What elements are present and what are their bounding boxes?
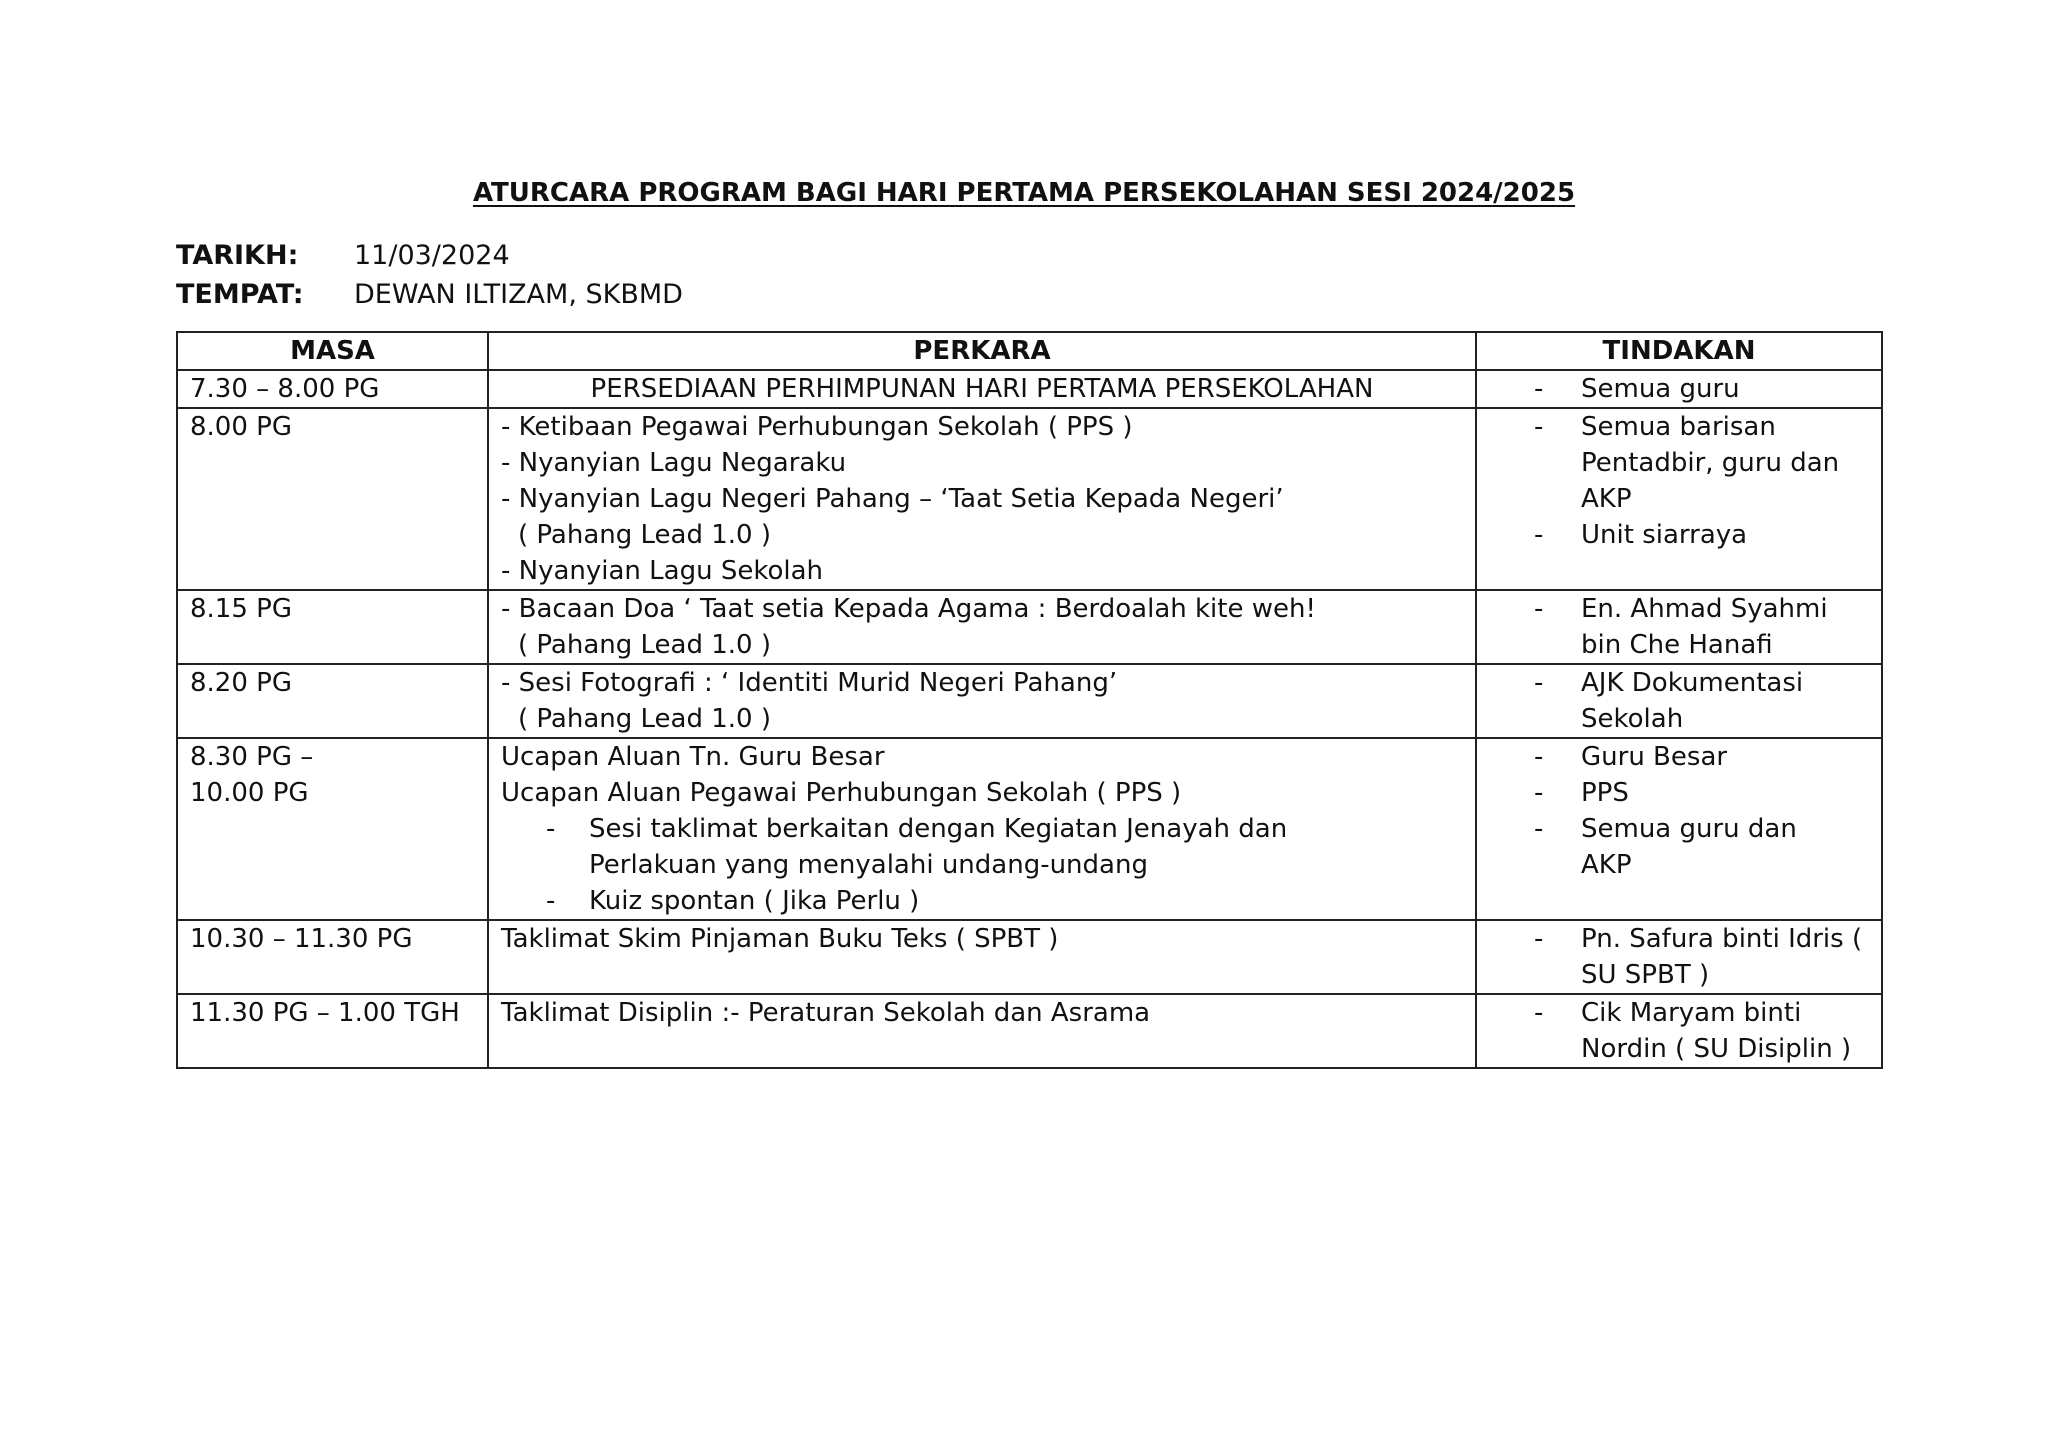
table-header-row: [177, 332, 1882, 370]
header-tindakan: TINDAKAN: [1476, 332, 1882, 370]
perkara-cell: [488, 994, 1476, 1068]
perkara-text: - Sesi Fotografi : ‘ Identiti Murid Negeri Pahang’: [501, 668, 1118, 698]
perkara-text: ( Pahang Lead 1.0 ): [518, 630, 771, 660]
perkara-text: - Nyanyian Lagu Sekolah: [501, 556, 824, 586]
dash-marker: -: [1534, 742, 1544, 772]
perkara-text: - Nyanyian Lagu Negaraku: [501, 448, 847, 478]
perkara-bullet: [501, 811, 1463, 883]
masa-text: 8.15 PG: [190, 594, 292, 624]
masa-text: 8.30 PG –: [190, 742, 314, 772]
tindakan-text: Unit siarraya: [1581, 520, 1748, 550]
header-masa: MASA: [177, 332, 488, 370]
perkara-cell: [488, 664, 1476, 738]
tarikh-value: 11/03/2024: [354, 240, 510, 271]
masa-cell: [177, 590, 488, 664]
perkara-text: - Ketibaan Pegawai Perhubungan Sekolah ( PPS ): [501, 412, 1133, 442]
masa-text: 8.20 PG: [190, 668, 292, 698]
masa-cell: [177, 738, 488, 920]
tarikh-row: [176, 236, 683, 275]
perkara-text: - Bacaan Doa ‘ Taat setia Kepada Agama : Berdoalah kite weh!: [501, 594, 1316, 624]
tindakan-text: PPS: [1581, 778, 1629, 808]
perkara-text: ( Pahang Lead 1.0 ): [518, 704, 771, 734]
tindakan-text: Semua guru: [1581, 374, 1740, 404]
tindakan-text: Nordin ( SU Disiplin ): [1581, 1034, 1852, 1064]
tindakan-cell: [1476, 664, 1882, 738]
table-row: [177, 370, 1882, 408]
tindakan-text: En. Ahmad Syahmi: [1581, 594, 1828, 624]
perkara-text: Ucapan Aluan Pegawai Perhubungan Sekolah ( PPS ): [501, 778, 1182, 808]
perkara-text: Taklimat Skim Pinjaman Buku Teks ( SPBT ): [501, 924, 1059, 954]
masa-text: 8.00 PG: [190, 412, 292, 442]
perkara-text: - Nyanyian Lagu Negeri Pahang – ‘Taat Setia Kepada Negeri’: [501, 484, 1284, 514]
tindakan-item: [1477, 665, 1869, 737]
perkara-text: Ucapan Aluan Tn. Guru Besar: [501, 742, 885, 772]
tarikh-label: TARIKH:: [176, 240, 299, 271]
tindakan-text: Pn. Safura binti Idris (: [1581, 924, 1863, 954]
tindakan-item: [1477, 371, 1869, 407]
perkara-text: Perlakuan yang menyalahi undang-undang: [589, 850, 1148, 880]
tindakan-text: AKP: [1581, 484, 1632, 514]
tindakan-text: Pentadbir, guru dan: [1581, 448, 1840, 478]
masa-text: 7.30 – 8.00 PG: [190, 374, 380, 404]
table-row: [177, 994, 1882, 1068]
tindakan-text: Cik Maryam binti: [1581, 998, 1802, 1028]
tindakan-item: [1477, 921, 1869, 993]
masa-text: 11.30 PG – 1.00 TGH: [190, 998, 460, 1028]
dash-marker: -: [1534, 778, 1544, 808]
perkara-text: PERSEDIAAN PERHIMPUNAN HARI PERTAMA PERSEKOLAHAN: [590, 374, 1374, 404]
tindakan-text: Guru Besar: [1581, 742, 1728, 772]
perkara-cell: [488, 408, 1476, 590]
header-perkara: PERKARA: [488, 332, 1476, 370]
dash-marker: -: [1534, 814, 1544, 844]
schedule-table: [176, 331, 1883, 1069]
masa-cell: [177, 408, 488, 590]
tindakan-cell: [1476, 994, 1882, 1068]
tempat-value: DEWAN ILTIZAM, SKBMD: [354, 279, 683, 310]
tindakan-text: Sekolah: [1581, 704, 1684, 734]
perkara-bullet: [501, 883, 1463, 919]
perkara-text: ( Pahang Lead 1.0 ): [518, 520, 771, 550]
masa-cell: [177, 994, 488, 1068]
document-title: ATURCARA PROGRAM BAGI HARI PERTAMA PERSEKOLAHAN SESI 2024/2025: [472, 178, 1576, 208]
table-row: [177, 664, 1882, 738]
dash-marker: -: [1534, 412, 1544, 442]
tindakan-text: bin Che Hanafi: [1581, 630, 1773, 660]
perkara-text: Kuiz spontan ( Jika Perlu ): [589, 886, 920, 916]
tindakan-text: AJK Dokumentasi: [1581, 668, 1804, 698]
masa-cell: [177, 370, 488, 408]
tindakan-cell: [1476, 370, 1882, 408]
masa-cell: [177, 664, 488, 738]
tindakan-cell: [1476, 920, 1882, 994]
tindakan-item: [1477, 775, 1869, 811]
tindakan-item: [1477, 995, 1869, 1067]
perkara-cell: [488, 370, 1476, 408]
perkara-cell: [488, 590, 1476, 664]
meta-block: [176, 236, 683, 314]
tempat-row: [176, 275, 683, 314]
perkara-cell: [488, 738, 1476, 920]
masa-text: 10.30 – 11.30 PG: [190, 924, 413, 954]
dash-marker: -: [1534, 998, 1544, 1028]
table-row: [177, 408, 1882, 590]
tindakan-text: SU SPBT ): [1581, 960, 1710, 990]
tindakan-text: AKP: [1581, 850, 1632, 880]
dash-marker: -: [546, 886, 556, 916]
tindakan-item: [1477, 811, 1869, 883]
dash-marker: -: [1534, 668, 1544, 698]
tindakan-item: [1477, 517, 1869, 553]
table-row: [177, 590, 1882, 664]
masa-cell: [177, 920, 488, 994]
tempat-label: TEMPAT:: [176, 279, 304, 310]
table-row: [177, 920, 1882, 994]
tindakan-item: [1477, 591, 1869, 663]
dash-marker: -: [1534, 520, 1544, 550]
masa-text: 10.00 PG: [190, 778, 309, 808]
tindakan-item: [1477, 409, 1869, 517]
table-row: [177, 738, 1882, 920]
perkara-text: Sesi taklimat berkaitan dengan Kegiatan Jenayah dan: [589, 814, 1288, 844]
dash-marker: -: [1534, 594, 1544, 624]
dash-marker: -: [1534, 924, 1544, 954]
tindakan-item: [1477, 739, 1869, 775]
perkara-cell: [488, 920, 1476, 994]
tindakan-cell: [1476, 408, 1882, 590]
dash-marker: -: [1534, 374, 1544, 404]
dash-marker: -: [546, 814, 556, 844]
tindakan-cell: [1476, 590, 1882, 664]
tindakan-cell: [1476, 738, 1882, 920]
tindakan-text: Semua guru dan: [1581, 814, 1797, 844]
perkara-text: Taklimat Disiplin :- Peraturan Sekolah dan Asrama: [501, 998, 1151, 1028]
tindakan-text: Semua barisan: [1581, 412, 1776, 442]
